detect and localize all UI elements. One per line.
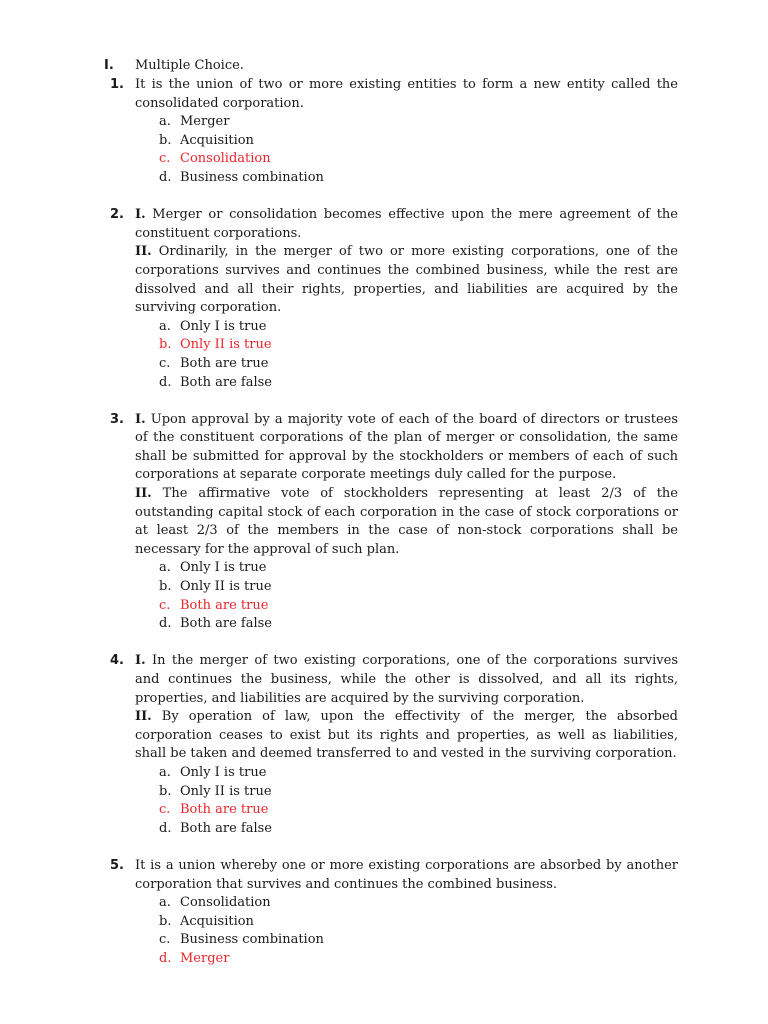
choice-item: [159, 169, 678, 188]
choice-item: [159, 764, 678, 783]
statement-label: II.: [135, 709, 152, 725]
choice-correct: [159, 801, 678, 820]
choice-letter: d.: [159, 169, 172, 185]
choice-letter: d.: [159, 820, 172, 836]
section-number: I.: [104, 58, 114, 73]
question-4: [110, 652, 678, 838]
statement-paragraph: [135, 857, 678, 894]
choice-letter: d.: [159, 950, 172, 966]
choice-item: [159, 913, 678, 932]
question-5: [110, 857, 678, 969]
choice-text: Merger: [180, 950, 230, 966]
statement-label: II.: [135, 244, 152, 260]
choice-correct: [159, 150, 678, 169]
statement-label: I.: [135, 411, 146, 427]
choice-letter: a.: [159, 318, 171, 334]
choice-letter: b.: [159, 579, 172, 595]
choice-letter: a.: [159, 895, 171, 911]
choice-text: Acquisition: [180, 913, 254, 929]
choice-item: [159, 578, 678, 597]
statement-text: In the merger of two existing corporations, one of the corporations survives and continues the business, while the other is dissolved, and all its rights, properties, and liabilities are acquired by the surviving corporation.: [135, 653, 678, 706]
choice-text: Both are true: [180, 597, 269, 613]
question-number: 5.: [110, 857, 124, 873]
choice-text: Both are true: [180, 802, 269, 818]
statement-text: It is a union whereby one or more existing corporations are absorbed by another corporation that survives and continues the combined business.: [135, 857, 678, 892]
choice-correct: [159, 950, 678, 969]
choice-item: [159, 318, 678, 337]
choice-list: [135, 764, 678, 838]
choice-text: Business combination: [180, 169, 324, 185]
question-2: [110, 206, 678, 392]
choice-letter: a.: [159, 114, 171, 130]
choice-letter: c.: [159, 802, 171, 818]
statement-label: I.: [135, 653, 146, 669]
choice-text: Only II is true: [180, 579, 272, 595]
statement-paragraph: [135, 76, 678, 113]
choice-text: Both are false: [180, 820, 272, 836]
choice-correct: [159, 336, 678, 355]
question-list: [110, 76, 678, 987]
choice-correct: [159, 597, 678, 616]
choice-item: [159, 113, 678, 132]
statement-label: II.: [135, 486, 152, 502]
question-number: 2.: [110, 207, 124, 223]
choice-item: [159, 355, 678, 374]
question-number: 4.: [110, 653, 124, 669]
choice-list: [135, 113, 678, 187]
statement-paragraph: [135, 708, 678, 764]
question-number: 1.: [110, 77, 124, 92]
statement-text: Merger or consolidation becomes effective upon the mere agreement of the constituent corporations.: [135, 207, 678, 241]
question-body: [135, 652, 678, 838]
choice-item: [159, 132, 678, 151]
choice-letter: b.: [159, 132, 172, 148]
choice-text: Both are false: [180, 374, 272, 390]
choice-text: Only II is true: [180, 337, 272, 353]
choice-text: Both are false: [180, 616, 272, 632]
choice-letter: a.: [159, 560, 171, 576]
statement-text: The affirmative vote of stockholders representing at least 2/3 of the outstanding capital stock of each corporation in the case of stock corporations or at least 2/3 of the members in the case of non-stock corporations shall be necessary for the approval of such plan.: [135, 486, 678, 557]
choice-letter: b.: [159, 783, 172, 799]
choice-letter: b.: [159, 913, 172, 929]
choice-letter: c.: [159, 151, 171, 167]
statement-text: Upon approval by a majority vote of each of the board of directors or trustees of the constituent corporations of the plan of merger or consolidation, the same shall be submitted for approval by the stockholders or members of each of such corporations at separate corporate meetings duly called for the purpose.: [135, 411, 679, 483]
section-title: Multiple Choice.: [135, 58, 244, 73]
statement-paragraph: [135, 652, 678, 708]
choice-letter: a.: [159, 764, 171, 780]
choice-letter: c.: [159, 597, 171, 613]
question-number: 3.: [110, 411, 124, 427]
choice-letter: d.: [159, 616, 172, 632]
choice-item: [159, 931, 678, 950]
choice-text: Acquisition: [180, 132, 254, 148]
choice-item: [159, 615, 678, 634]
choice-item: [159, 374, 678, 393]
choice-text: Merger: [180, 114, 230, 130]
choice-text: Consolidation: [180, 151, 271, 167]
statement-paragraph: [135, 485, 678, 559]
choice-item: [159, 783, 678, 802]
choice-item: [159, 894, 678, 913]
choice-letter: c.: [159, 355, 171, 371]
statement-text: By operation of law, upon the effectivity of the merger, the absorbed corporation ceases to exist but its rights and properties, as well as liabilities, shall be taken and deemed transferred to and vested in the surviving corporation.: [135, 709, 678, 762]
choice-letter: d.: [159, 374, 172, 390]
question-3: [110, 411, 678, 634]
statement-paragraph: [135, 206, 678, 243]
choice-item: [159, 820, 678, 839]
choice-list: [135, 318, 678, 392]
question-1: [110, 76, 678, 188]
choice-text: Consolidation: [180, 895, 271, 911]
choice-list: [135, 559, 678, 633]
choice-text: Only I is true: [180, 560, 267, 576]
question-body: [135, 411, 678, 634]
statement-paragraph: [135, 411, 678, 485]
question-body: [135, 76, 678, 188]
statement-label: I.: [135, 207, 146, 223]
choice-letter: c.: [159, 932, 171, 948]
question-body: [135, 857, 678, 969]
choice-text: Only I is true: [180, 764, 267, 780]
choice-text: Only II is true: [180, 783, 272, 799]
choice-text: Business combination: [180, 932, 324, 948]
question-body: [135, 206, 678, 392]
statement-paragraph: [135, 243, 678, 317]
statement-text: Ordinarily, in the merger of two or more existing corporations, one of the corporations survives and continues the combined business, while the rest are dissolved and all their rights, properties, and liabilities are acquired by the surviving corporation.: [135, 244, 678, 316]
statement-text: It is the union of two or more existing entities to form a new entity called the consolidated corporation.: [135, 77, 678, 111]
choice-item: [159, 559, 678, 578]
choice-list: [135, 894, 678, 968]
choice-text: Both are true: [180, 355, 269, 371]
choice-text: Only I is true: [180, 318, 267, 334]
choice-letter: b.: [159, 337, 172, 353]
